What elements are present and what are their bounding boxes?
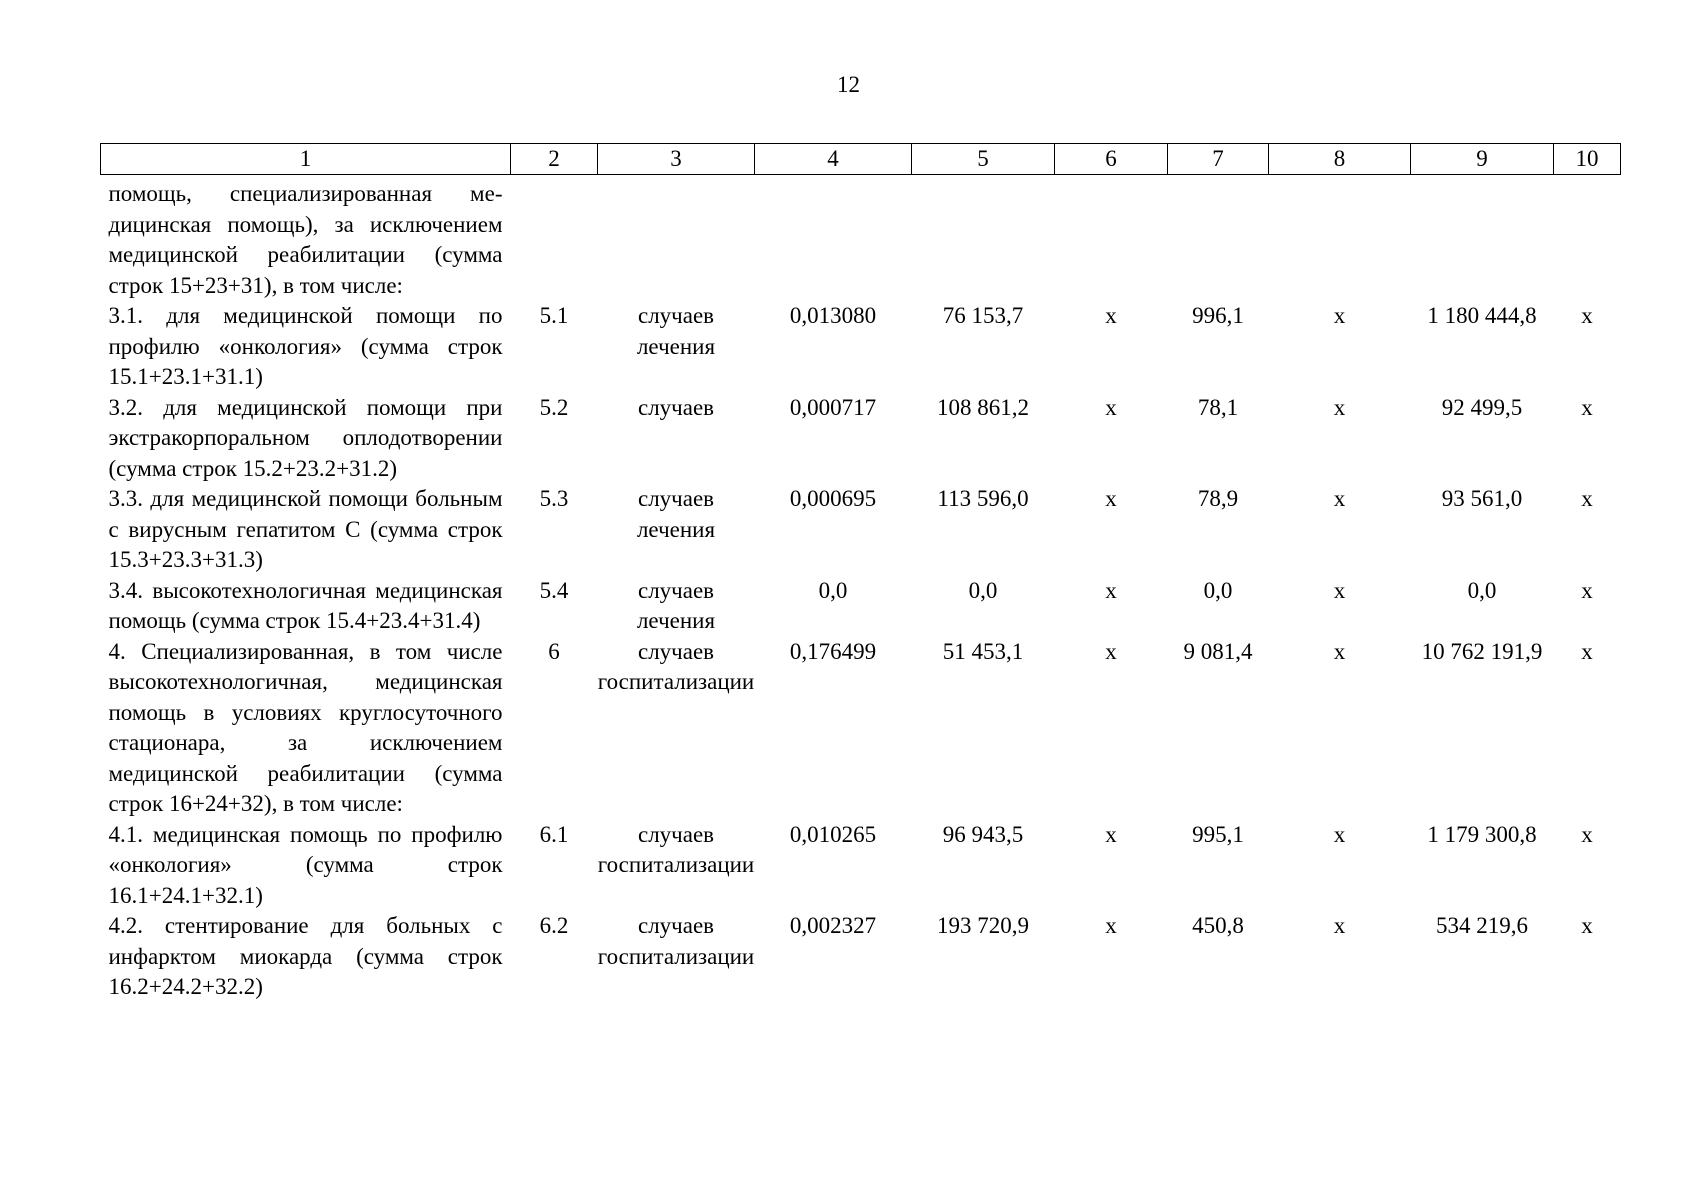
row-col9: 0,0 — [1467, 577, 1497, 603]
row-col7: 0,0 — [1203, 577, 1233, 603]
row-code: 5.1 — [539, 303, 569, 328]
row-col6: х — [1105, 913, 1117, 938]
row-cost: 51 453,1 — [942, 638, 1024, 664]
table-row — [101, 301, 1621, 393]
row-norm: 0,002327 — [789, 913, 877, 938]
row-col7: 450,8 — [1192, 913, 1244, 938]
row-name: 4.1. медицинская помощь по профилю «онкология» (сумма строк 16.1+24.1+32.1) — [108, 821, 503, 908]
header-cell-1: 1 — [101, 144, 511, 175]
row-col6: х — [1105, 303, 1117, 328]
row-col7: 996,1 — [1192, 303, 1244, 328]
row-norm — [755, 175, 912, 302]
table-row — [101, 484, 1621, 576]
header-cell-7: 7 — [1168, 144, 1269, 175]
header-cell-6: 6 — [1055, 144, 1168, 175]
row-unit: случаев лечения — [636, 577, 716, 633]
table-row — [101, 175, 1621, 302]
row-norm: 0,000717 — [789, 394, 877, 420]
page-number: 12 — [837, 72, 860, 97]
row-col8: х — [1333, 821, 1346, 847]
row-unit: случаев госпитализации — [597, 638, 755, 694]
row-col8: х — [1333, 394, 1346, 420]
row-col10: х — [1581, 913, 1593, 938]
row-col10: х — [1581, 821, 1593, 847]
header-cell-5: 5 — [912, 144, 1055, 175]
row-col8: х — [1333, 638, 1346, 664]
row-col7 — [1168, 175, 1269, 302]
row-col10: х — [1581, 577, 1593, 603]
row-unit: случаев лечения — [636, 486, 716, 542]
row-col10 — [1554, 175, 1621, 302]
row-norm: 0,176499 — [789, 638, 877, 664]
row-norm: 0,010265 — [789, 821, 877, 847]
row-cost: 96 943,5 — [942, 821, 1024, 847]
row-col6: х — [1105, 577, 1117, 603]
row-col9: 534 219,6 — [1436, 913, 1528, 938]
row-col7: 78,9 — [1197, 486, 1239, 511]
row-col6: х — [1105, 821, 1117, 847]
row-name: помощь, специализированная медицинская помощь), за исключением медицинской реабилитации (сумма строк 15+23+31), в том числе: — [108, 181, 503, 298]
row-col10: х — [1581, 638, 1593, 664]
row-col6: х — [1105, 486, 1117, 511]
row-col7: 78,1 — [1197, 394, 1239, 420]
row-col8: х — [1333, 913, 1346, 938]
row-cost: 76 153,7 — [942, 303, 1024, 328]
row-norm: 0,000695 — [789, 486, 877, 511]
row-col9: 92 499,5 — [1441, 394, 1523, 420]
header-cell-3: 3 — [598, 144, 755, 175]
header-cell-8: 8 — [1269, 144, 1411, 175]
row-col8 — [1269, 175, 1411, 302]
row-name: 3.3. для медицинской помощи больным с вирусным гепатитом С (сумма строк 15.3+23.3+31.3) — [108, 486, 503, 572]
row-col7: 995,1 — [1192, 821, 1244, 847]
row-col9: 1 180 444,8 — [1427, 303, 1537, 328]
row-col8: х — [1333, 303, 1346, 328]
row-cost — [912, 175, 1055, 302]
header-cell-10: 10 — [1554, 144, 1621, 175]
header-cell-2: 2 — [511, 144, 598, 175]
row-code: 5.4 — [539, 577, 569, 603]
row-col9: 93 561,0 — [1441, 486, 1523, 511]
header-cell-9: 9 — [1411, 144, 1554, 175]
row-unit — [598, 175, 755, 302]
row-norm: 0,013080 — [789, 303, 877, 328]
header-cell-4: 4 — [755, 144, 912, 175]
row-name: 3.1. для медицинской помощи по профилю «онкология» (сумма строк 15.1+23.1+31.1) — [108, 303, 503, 389]
row-code: 6.1 — [539, 821, 569, 847]
row-name: 3.4. высокотехнологичная медицинская помощь (сумма строк 15.4+23.4+31.4) — [108, 577, 503, 633]
row-name: 4. Специализированная, в том числе высокотехнологичная, медицинская помощь в условиях круглосуточного стационара, за исключением медицинской реабилитации (сумма строк 16+24+32), в том числе: — [108, 638, 503, 816]
row-col10: х — [1581, 394, 1593, 420]
row-col7: 9 081,4 — [1183, 638, 1253, 664]
row-col6 — [1055, 175, 1168, 302]
table-row — [101, 576, 1621, 637]
row-col8: х — [1333, 577, 1346, 603]
table-row — [101, 637, 1621, 820]
row-unit: случаев госпитализации — [597, 913, 755, 969]
data-table — [100, 143, 1621, 1003]
row-cost: 0,0 — [968, 577, 998, 603]
row-code: 6.2 — [539, 913, 569, 938]
row-col9: 1 179 300,8 — [1427, 821, 1537, 847]
table-body — [101, 175, 1621, 1003]
table-header — [101, 144, 1621, 175]
row-col6: х — [1105, 638, 1117, 664]
row-code: 5.2 — [539, 394, 569, 420]
row-norm: 0,0 — [818, 577, 848, 603]
row-code: 5.3 — [539, 486, 569, 511]
row-cost: 113 596,0 — [937, 486, 1029, 511]
row-col6: х — [1105, 394, 1117, 420]
row-name: 3.2. для медицинской помощи при экстракорпоральном оплодотворении (сумма строк 15.2+23.2+31.2) — [108, 394, 503, 481]
row-unit: случаев лечения — [636, 303, 716, 359]
row-col8: х — [1333, 486, 1346, 511]
row-cost: 193 720,9 — [937, 913, 1029, 938]
table-row — [101, 911, 1621, 1003]
row-cost: 108 861,2 — [937, 394, 1029, 420]
header-row — [101, 144, 1621, 175]
row-code — [511, 175, 598, 302]
row-col10: х — [1581, 303, 1593, 328]
row-col9 — [1411, 175, 1554, 302]
row-code: 6 — [548, 638, 560, 664]
row-name: 4.2. стентирование для больных с инфарктом миокарда (сумма строк 16.2+24.2+32.2) — [108, 913, 503, 999]
row-col9: 10 762 191,9 — [1421, 638, 1543, 664]
row-col10: х — [1581, 486, 1593, 511]
row-unit: случаев — [637, 394, 715, 420]
table-row — [101, 820, 1621, 912]
table-row — [101, 393, 1621, 485]
row-unit: случаев госпитализации — [597, 821, 755, 877]
